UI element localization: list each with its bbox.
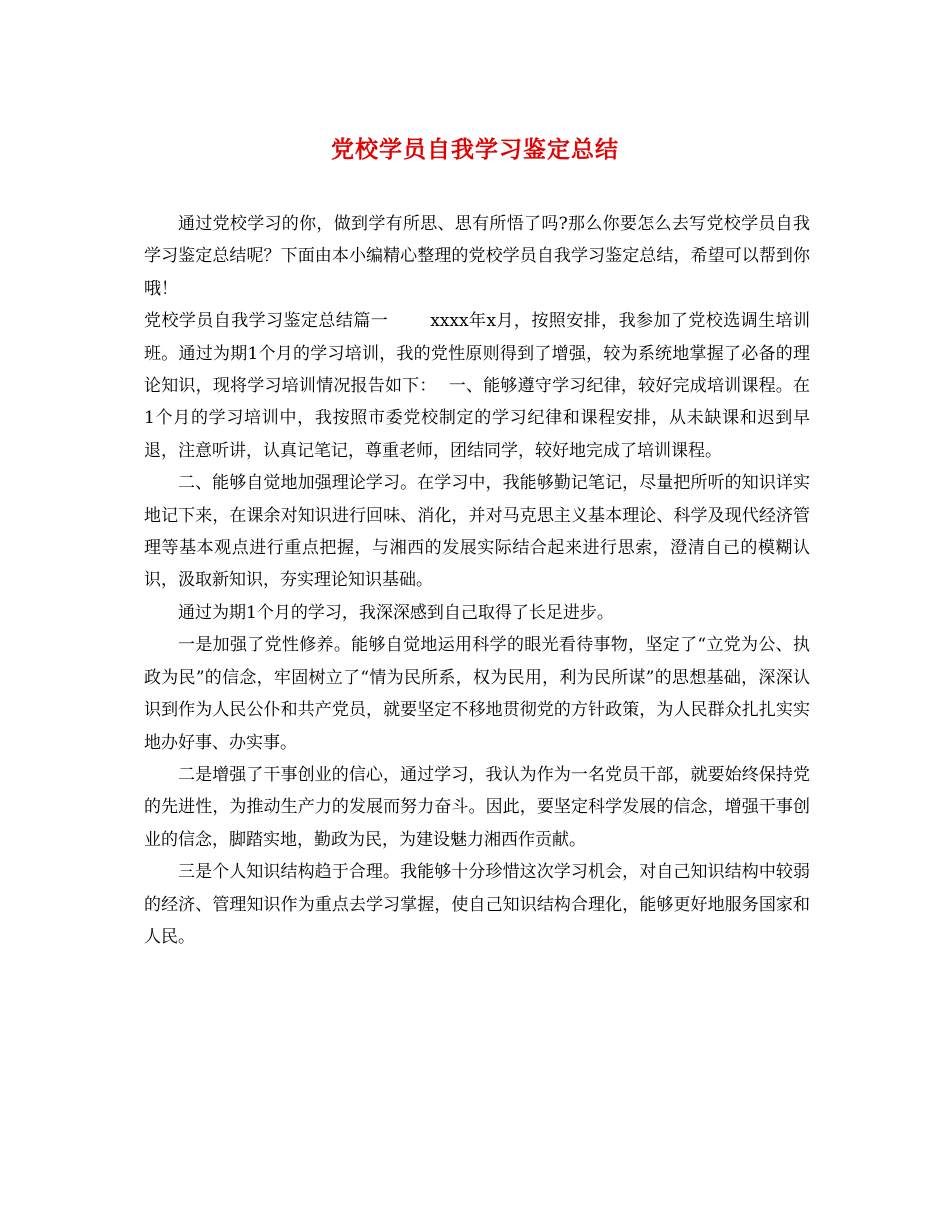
body-paragraph-3: 一是加强了党性修养。能够自觉地运用科学的眼光看待事物，坚定了“立党为公、执政为民”的信念，牢固树立了“情为民所系，权为民用，利为民所谋”的思想基础，深深认识到作为人民公仆和共产党员，就要坚定不移地贯彻党的方针政策，为人民群众扎扎实实地办好事、办实事。 (144, 635, 810, 753)
document-body (144, 208, 810, 953)
section-heading: 党校学员自我学习鉴定总结篇一 (144, 311, 389, 332)
body-paragraph-5: 三是个人知识结构趋于合理。我能够十分珍惜这次学习机会，对自己知识结构中较弱的经济、管理知识作为重点去学习掌握，使自己知识结构合理化，能够更好地服务国家和人民。 (144, 862, 810, 947)
body-paragraph-2: 通过为期1个月的学习，我深深感到自己取得了长足进步。 (178, 602, 614, 623)
section-opening: xxxx年x月，按照安排，我参加了党校选调生培训班。通过为期1个月的学习培训，我的党性原则得到了增强，较为系统地掌握了必备的理论知识，现将学习培训情况报告如下： (144, 311, 810, 397)
document-title: 党校学员自我学习鉴定总结 (331, 136, 619, 163)
body-paragraph-1: 二、能够自觉地加强理论学习。在学习中，我能够勤记笔记，尽量把所听的知识详实地记下来，在课余对知识进行回味、消化，并对马克思主义基本理论、科学及现代经济管理等基本观点进行重点把握，与湘西的发展实际结合起来进行思索，澄清自己的模糊认识，汲取新知识，夯实理论知识基础。 (144, 473, 810, 591)
body-paragraph-4: 二是增强了干事创业的信心，通过学习，我认为作为一名党员干部，就要始终保持党的先进性，为推动生产力的发展而努力奋斗。因此，要坚定科学发展的信念，增强干事创业的信念，脚踏实地，勤政为民，为建设魅力湘西作贡献。 (144, 764, 810, 850)
intro-paragraph: 通过党校学习的你，做到学有所思、思有所悟了吗?那么你要怎么去写党校学员自我学习鉴定总结呢？下面由本小编精心整理的党校学员自我学习鉴定总结，希望可以帮到你哦！ (144, 214, 810, 299)
point-one: 一、能够遵守学习纪律，较好完成培训课程。在1个月的学习培训中，我按照市委党校制定的学习纪律和课程安排，从未缺课和迟到早退，注意听讲，认真记笔记，尊重老师，团结同学，较好地完成了培训课程。 (144, 376, 811, 461)
section-paragraph (144, 305, 810, 467)
